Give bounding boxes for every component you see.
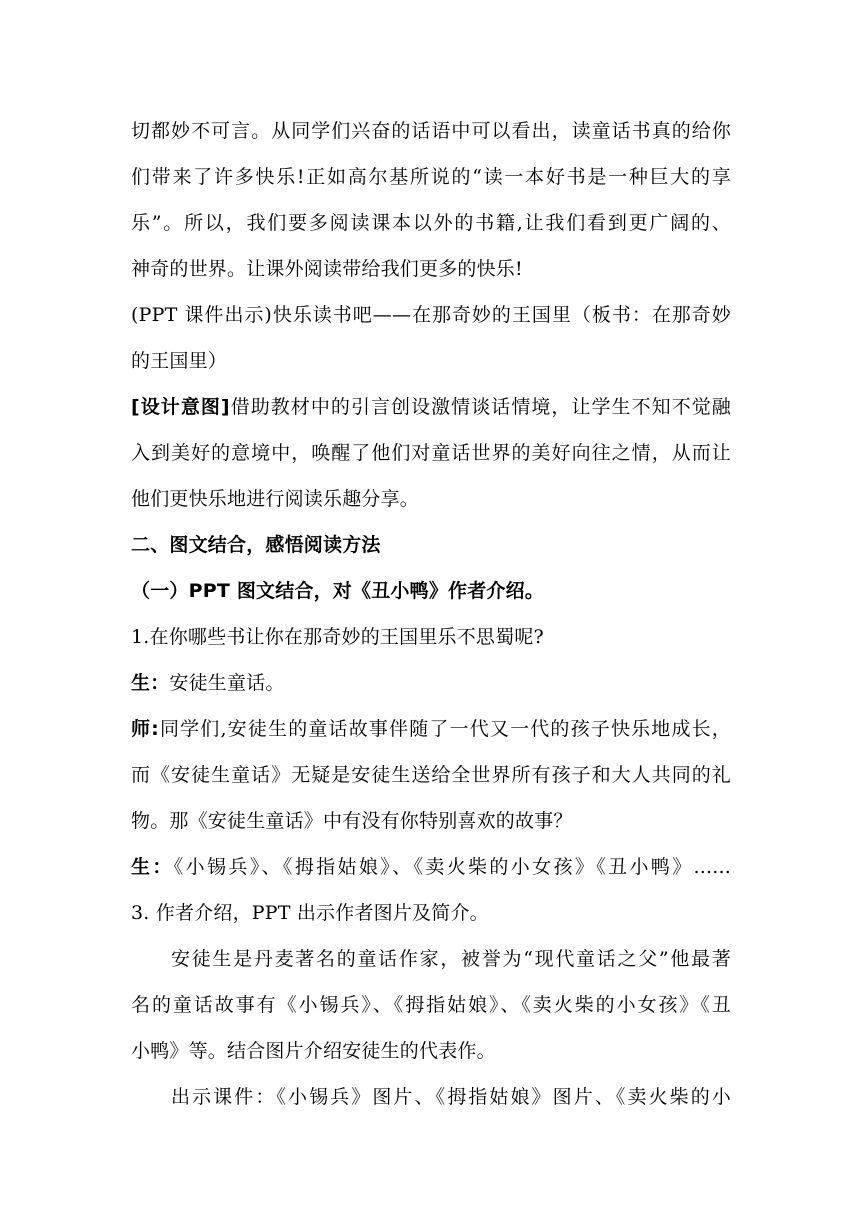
ppt-line-2: 的王国里） [131,350,228,372]
courseware-line: 出示课件：《小锡兵》图片、《拇指姑娘》图片、《卖火柴的小 [171,1086,731,1108]
paragraph-line-2: 们带来了许多快乐!正如高尔基所说的“读一本好书是一种巨大的享 [131,166,731,188]
student-label: 生： [131,672,170,694]
document-page [131,108,731,1120]
item-three: 3. 作者介绍，PPT 出示作者图片及简介。 [131,902,489,924]
ppt-line-1: (PPT 课件出示)快乐读书吧——在那奇妙的王国里（板书：在那奇妙 [131,304,731,326]
student-answer-two [131,844,731,890]
section-two-heading: 二、图文结合，感悟阅读方法 [131,534,381,556]
design-intent-line-1 [131,384,731,430]
teacher-label: 师: [131,718,159,740]
design-intent-line-3: 他们更快乐地进行阅读乐趣分享。 [131,488,420,510]
design-intent-line-2: 入到美好的意境中，唤醒了他们对童话世界的美好向往之情，从而让 [131,442,731,464]
student-answer-one [131,660,731,706]
paragraph-line-3: 乐”。所以，我们要多阅读课本以外的书籍,让我们看到更广阔的、 [131,212,731,234]
andersen-line-3: 小鸭》等。结合图片介绍安徒生的代表作。 [131,1040,496,1062]
teacher-line-1 [131,706,731,752]
andersen-line-1: 安徒生是丹麦著名的童话作家，被誉为“现代童话之父”他最著 [171,948,731,970]
student-label-two: 生： [131,856,174,878]
question-one: 1.在你哪些书让你在那奇妙的王国里乐不思蜀呢? [131,626,544,648]
teacher-text-1: 同学们,安徒生的童话故事伴随了一代又一代的孩子快乐地成长， [158,718,732,740]
student-answer-two-text: 《小锡兵》、《拇指姑娘》、《卖火柴的小女孩》《丑小鸭》...... [173,856,731,878]
paragraph-line-1: 切都妙不可言。从同学们兴奋的话语中可以看出，读童话书真的给你 [131,120,731,142]
andersen-line-2: 名的童话故事有《小锡兵》、《拇指姑娘》、《卖火柴的小女孩》《丑 [131,994,731,1016]
subsection-one-heading: （一）PPT 图文结合，对《丑小鸭》作者介绍。 [131,580,545,602]
teacher-line-2: 而《安徒生童话》无疑是安徒生送给全世界所有孩子和大人共同的礼 [131,764,731,786]
student-answer-text: 安徒生童话。 [169,672,285,694]
paragraph-line-4: 神奇的世界。让课外阅读带给我们更多的快乐! [131,258,523,280]
design-intent-label: [设计意图] [131,396,230,418]
design-intent-text-1: 借助教材中的引言创设激情谈话情境，让学生不知不觉融 [229,396,731,418]
teacher-line-3: 物。那《安徒生童话》中有没有你特别喜欢的故事？ [131,810,573,832]
